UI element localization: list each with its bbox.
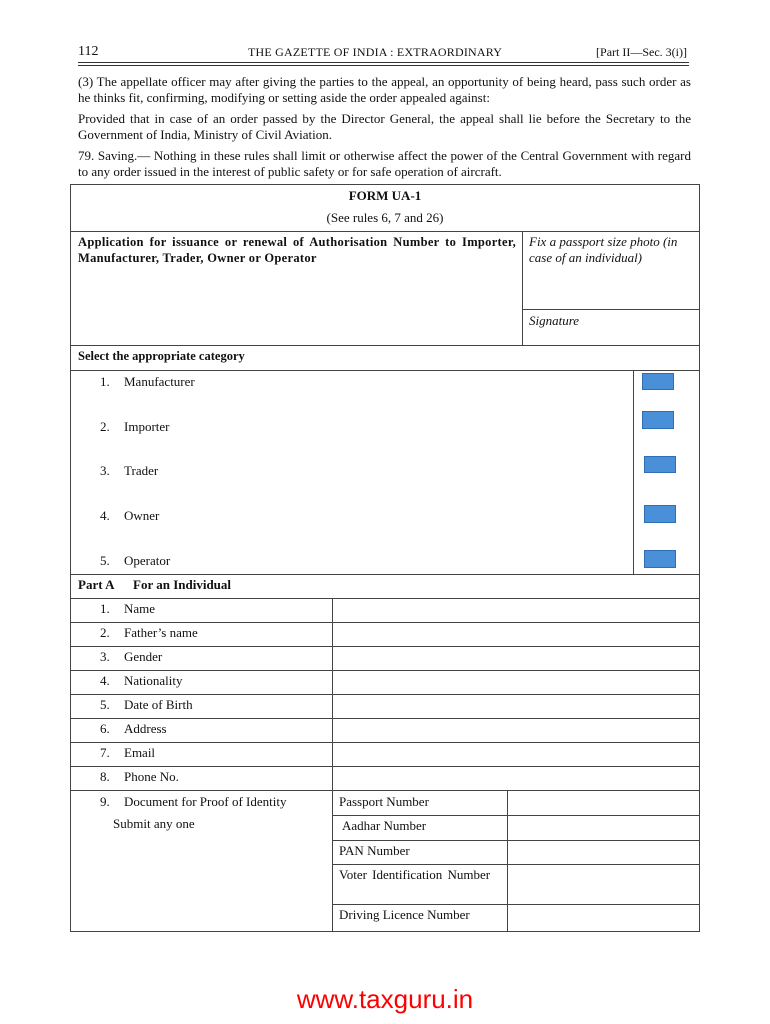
category-heading: Select the appropriate category bbox=[78, 349, 245, 363]
name-input[interactable] bbox=[334, 599, 698, 621]
paragraph-saving: 79. Saving.— Nothing in these rules shall limit or otherwise affect the power of the Central Government with regard to any order issued in the interest of public safety or for safe operation of aircraft. bbox=[78, 148, 691, 179]
field-num: 4. bbox=[100, 673, 110, 688]
page-number: 112 bbox=[78, 44, 99, 59]
category-num: 4. bbox=[100, 508, 110, 523]
field-label-gender: Gender bbox=[124, 649, 163, 664]
part-a-label: Part A bbox=[78, 577, 115, 592]
gazette-part: [Part II—Sec. 3(i)] bbox=[596, 45, 687, 59]
paragraph-proviso: Provided that in case of an order passed by the Director General, the appeal shall lie before the Secretary to the Government of India, Ministry of Civil Aviation. bbox=[78, 111, 691, 142]
field-num: 7. bbox=[100, 745, 110, 760]
form-subtitle: (See rules 6, 7 and 26) bbox=[326, 210, 444, 225]
checkbox-trader[interactable] bbox=[644, 456, 676, 473]
field-label-phone: Phone No. bbox=[124, 769, 179, 784]
watermark-footer[interactable]: www.taxguru.in bbox=[296, 984, 474, 1014]
category-manufacturer: Manufacturer bbox=[124, 374, 195, 389]
field-num: 5. bbox=[100, 697, 110, 712]
email-input[interactable] bbox=[334, 743, 698, 765]
doc-option-pan: PAN Number bbox=[339, 843, 410, 858]
field-num: 1. bbox=[100, 601, 110, 616]
part-a-heading: For an Individual bbox=[133, 577, 232, 592]
form-title: FORM UA-1 bbox=[348, 188, 422, 203]
address-input[interactable] bbox=[334, 719, 698, 741]
checkbox-owner[interactable] bbox=[644, 505, 676, 523]
field-num: 2. bbox=[100, 625, 110, 640]
category-importer: Importer bbox=[124, 419, 170, 434]
field-num: 9. bbox=[100, 794, 110, 809]
checkbox-operator[interactable] bbox=[644, 550, 676, 568]
gender-input[interactable] bbox=[334, 647, 698, 669]
gazette-title: THE GAZETTE OF INDIA : EXTRAORDINARY bbox=[248, 45, 503, 59]
paragraph-appeal: (3) The appellate officer may after giving the parties to the appeal, an opportunity of being heard, pass such order as he thinks fit, confirming, modifying or setting aside the order appealed against: bbox=[78, 74, 691, 105]
pan-number-input[interactable] bbox=[509, 841, 698, 863]
submit-any-one-note: Submit any one bbox=[113, 816, 195, 831]
category-num: 2. bbox=[100, 419, 110, 434]
phone-input[interactable] bbox=[334, 767, 698, 789]
field-label-email: Email bbox=[124, 745, 156, 760]
doc-option-driving-licence: Driving Licence Number bbox=[339, 907, 470, 922]
field-num: 3. bbox=[100, 649, 110, 664]
header-rule bbox=[78, 65, 689, 66]
aadhar-number-input[interactable] bbox=[509, 816, 698, 839]
checkbox-importer[interactable] bbox=[642, 411, 674, 429]
signature-box[interactable]: Signature bbox=[529, 313, 580, 328]
field-label-fathers-name: Father’s name bbox=[124, 625, 198, 640]
category-num: 1. bbox=[100, 374, 110, 389]
date-of-birth-input[interactable] bbox=[334, 695, 698, 717]
doc-option-passport: Passport Number bbox=[339, 794, 429, 809]
passport-number-input[interactable] bbox=[509, 791, 698, 814]
field-label-document-proof: Document for Proof of Identity bbox=[124, 794, 287, 809]
checkbox-manufacturer[interactable] bbox=[642, 373, 674, 390]
category-num: 5. bbox=[100, 553, 110, 568]
field-label-name: Name bbox=[124, 601, 156, 616]
page-header bbox=[78, 44, 689, 64]
fathers-name-input[interactable] bbox=[334, 623, 698, 645]
driving-licence-input[interactable] bbox=[509, 905, 698, 931]
category-owner: Owner bbox=[124, 508, 160, 523]
category-num: 3. bbox=[100, 463, 110, 478]
doc-option-voter-id: Voter Identification Number bbox=[339, 867, 491, 882]
field-num: 6. bbox=[100, 721, 110, 736]
field-label-date-of-birth: Date of Birth bbox=[124, 697, 193, 712]
header-rule bbox=[78, 62, 689, 63]
photo-box[interactable]: Fix a passport size photo (in case of an individual) bbox=[529, 234, 678, 265]
doc-option-aadhar: Aadhar Number bbox=[342, 818, 427, 833]
field-label-address: Address bbox=[124, 721, 167, 736]
application-heading: Application for issuance or renewal of Authorisation Number to Importer, Manufacturer, Trader, Owner or Operator bbox=[78, 235, 516, 265]
voter-id-input[interactable] bbox=[509, 865, 698, 903]
field-num: 8. bbox=[100, 769, 110, 784]
field-label-nationality: Nationality bbox=[124, 673, 183, 688]
category-trader: Trader bbox=[124, 463, 159, 478]
nationality-input[interactable] bbox=[334, 671, 698, 693]
category-operator: Operator bbox=[124, 553, 171, 568]
